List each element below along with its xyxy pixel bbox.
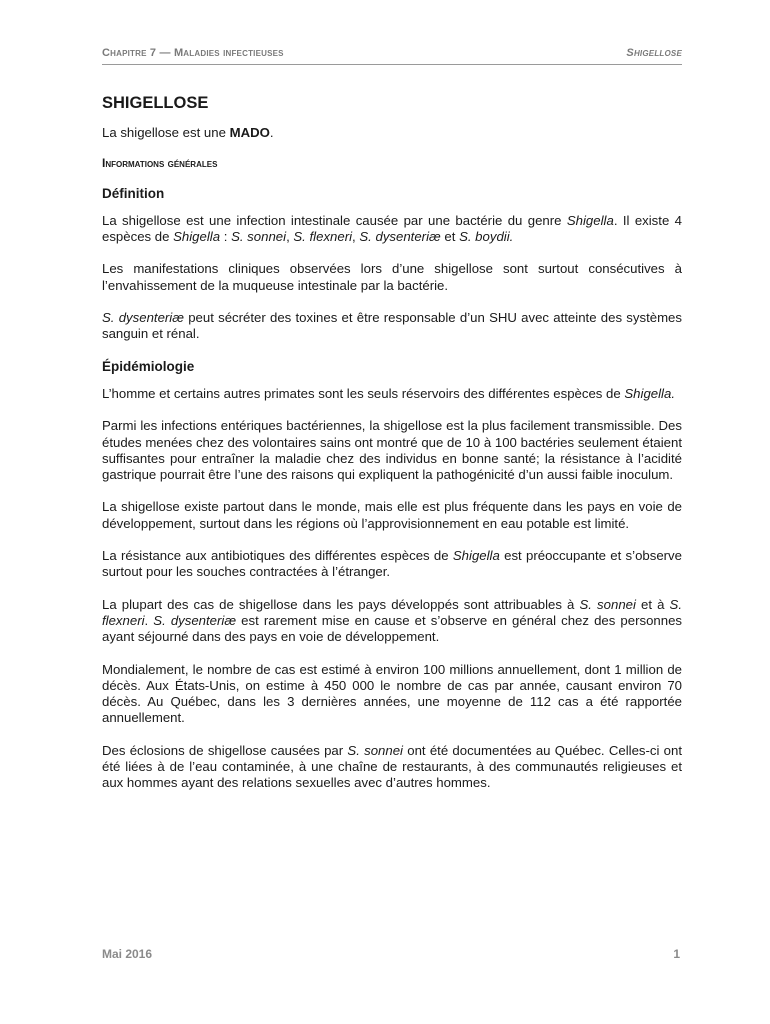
- paragraph: [102, 213, 682, 246]
- text-run: . Il existe 4 espèces de: [102, 212, 682, 245]
- text-run: est rarement mise en cause et s’observe en général chez des personnes ayant séjourné dans des pays en voie de développement.: [102, 612, 682, 645]
- text-run: Mondialement, le nombre de cas est estimé à environ 100 millions annuellement, dont 1 million de décès. Aux États-Unis, on estime à 450 000 le nombre de cas par année, causant environ 70 décès. Au Québec, dans les 3 dernières années, une moyenne de 112 cas a été rapportée annuellement.: [102, 661, 682, 726]
- text-run: :: [220, 229, 232, 245]
- paragraph: [102, 499, 682, 532]
- italic-run: Shigella.: [624, 385, 675, 401]
- text-run: et à: [635, 596, 670, 612]
- paragraph: [102, 261, 682, 294]
- italic-run: S. sonnei: [579, 596, 636, 612]
- section-label: Informations générales: [102, 156, 218, 171]
- topic-title: Shigellose: [626, 47, 682, 59]
- text-run: La résistance aux antibiotiques des différentes espèces de: [102, 548, 453, 564]
- paragraph: [102, 548, 682, 581]
- text-run: L’homme et certains autres primates sont les seuls réservoirs des différentes espèces de: [102, 385, 625, 401]
- text-run: ont été documentées au Québec. Celles-ci ont été liées à de l’eau contaminée, à une chaîne de restaurants, à des communautés religieuses et aux hommes ayant des relations sexuelles avec d’autres hommes.: [102, 742, 682, 791]
- text-run: La shigellose existe partout dans le monde, mais elle est plus fréquente dans les pays en voie de développement, surtout dans les régions où l’approvisionnement en eau potable est limité.: [102, 499, 682, 531]
- chapter-title: Chapitre 7 — Maladies infectieuses: [102, 47, 284, 59]
- text-run: est préoccupante et s’observe surtout pour les souches contractées à l’étranger.: [102, 548, 682, 580]
- italic-run: S. flexneri: [102, 596, 682, 628]
- paragraph: [102, 662, 682, 727]
- italic-run: Shigella: [173, 229, 221, 245]
- intro-text: La shigellose est une: [102, 125, 230, 140]
- text-run: peut sécréter des toxines et être responsable d’un SHU avec atteinte des systèmes sanguin et rénal.: [102, 310, 682, 342]
- epidemiology-heading: Épidémiologie: [102, 358, 195, 374]
- text-run: Des éclosions de shigellose causées par: [102, 742, 348, 758]
- text-run: Les manifestations cliniques observées lors d’une shigellose sont surtout consécutives à l’envahissement de la muqueuse intestinale par la bactérie.: [102, 261, 682, 293]
- paragraph: [102, 597, 682, 646]
- main-content: [102, 93, 682, 808]
- text-run: .: [144, 612, 154, 628]
- paragraph: [102, 743, 682, 792]
- italic-run: S. flexneri: [293, 229, 353, 245]
- italic-run: S. boydii.: [459, 229, 514, 245]
- page-title: SHIGELLOSE: [102, 94, 209, 112]
- paragraph: [102, 418, 682, 483]
- paragraph: [102, 386, 682, 402]
- italic-run: Shigella: [452, 548, 500, 564]
- page-header: [102, 46, 682, 65]
- intro-strong: MADO: [229, 125, 270, 140]
- page-number: 1: [673, 947, 680, 961]
- paragraph: [102, 310, 682, 343]
- italic-run: S. dysenteriæ: [359, 229, 441, 245]
- italic-run: Shigella: [566, 212, 614, 228]
- footer-date: Mai 2016: [102, 947, 153, 961]
- italic-run: S. dysenteriæ: [102, 310, 184, 326]
- text-run: La plupart des cas de shigellose dans les pays développés sont attribuables à: [102, 596, 580, 612]
- italic-run: S. dysenteriæ: [153, 612, 237, 628]
- intro-line: [102, 125, 682, 141]
- italic-run: S. sonnei: [231, 229, 287, 245]
- text-run: ,: [286, 229, 294, 245]
- text-run: ,: [352, 229, 360, 245]
- text-run: La shigellose est une infection intestinale causée par une bactérie du genre: [102, 212, 567, 228]
- text-run: Parmi les infections entériques bactériennes, la shigellose est la plus facilement transmissible. Des études menées chez des volontaires sains ont montré que de 10 à 100 bactéries seulement étaient suffisantes pour entraîner la maladie chez des individus en bonne santé; la résistance à l’acidité gastrique pourrait être l’une des raisons qui expliquent la pathogénicité d’un aussi faible inoculum.: [102, 418, 682, 483]
- text-run: et: [440, 229, 460, 245]
- intro-end: .: [269, 125, 274, 140]
- italic-run: S. sonnei: [347, 742, 403, 758]
- definition-heading: Définition: [102, 185, 165, 201]
